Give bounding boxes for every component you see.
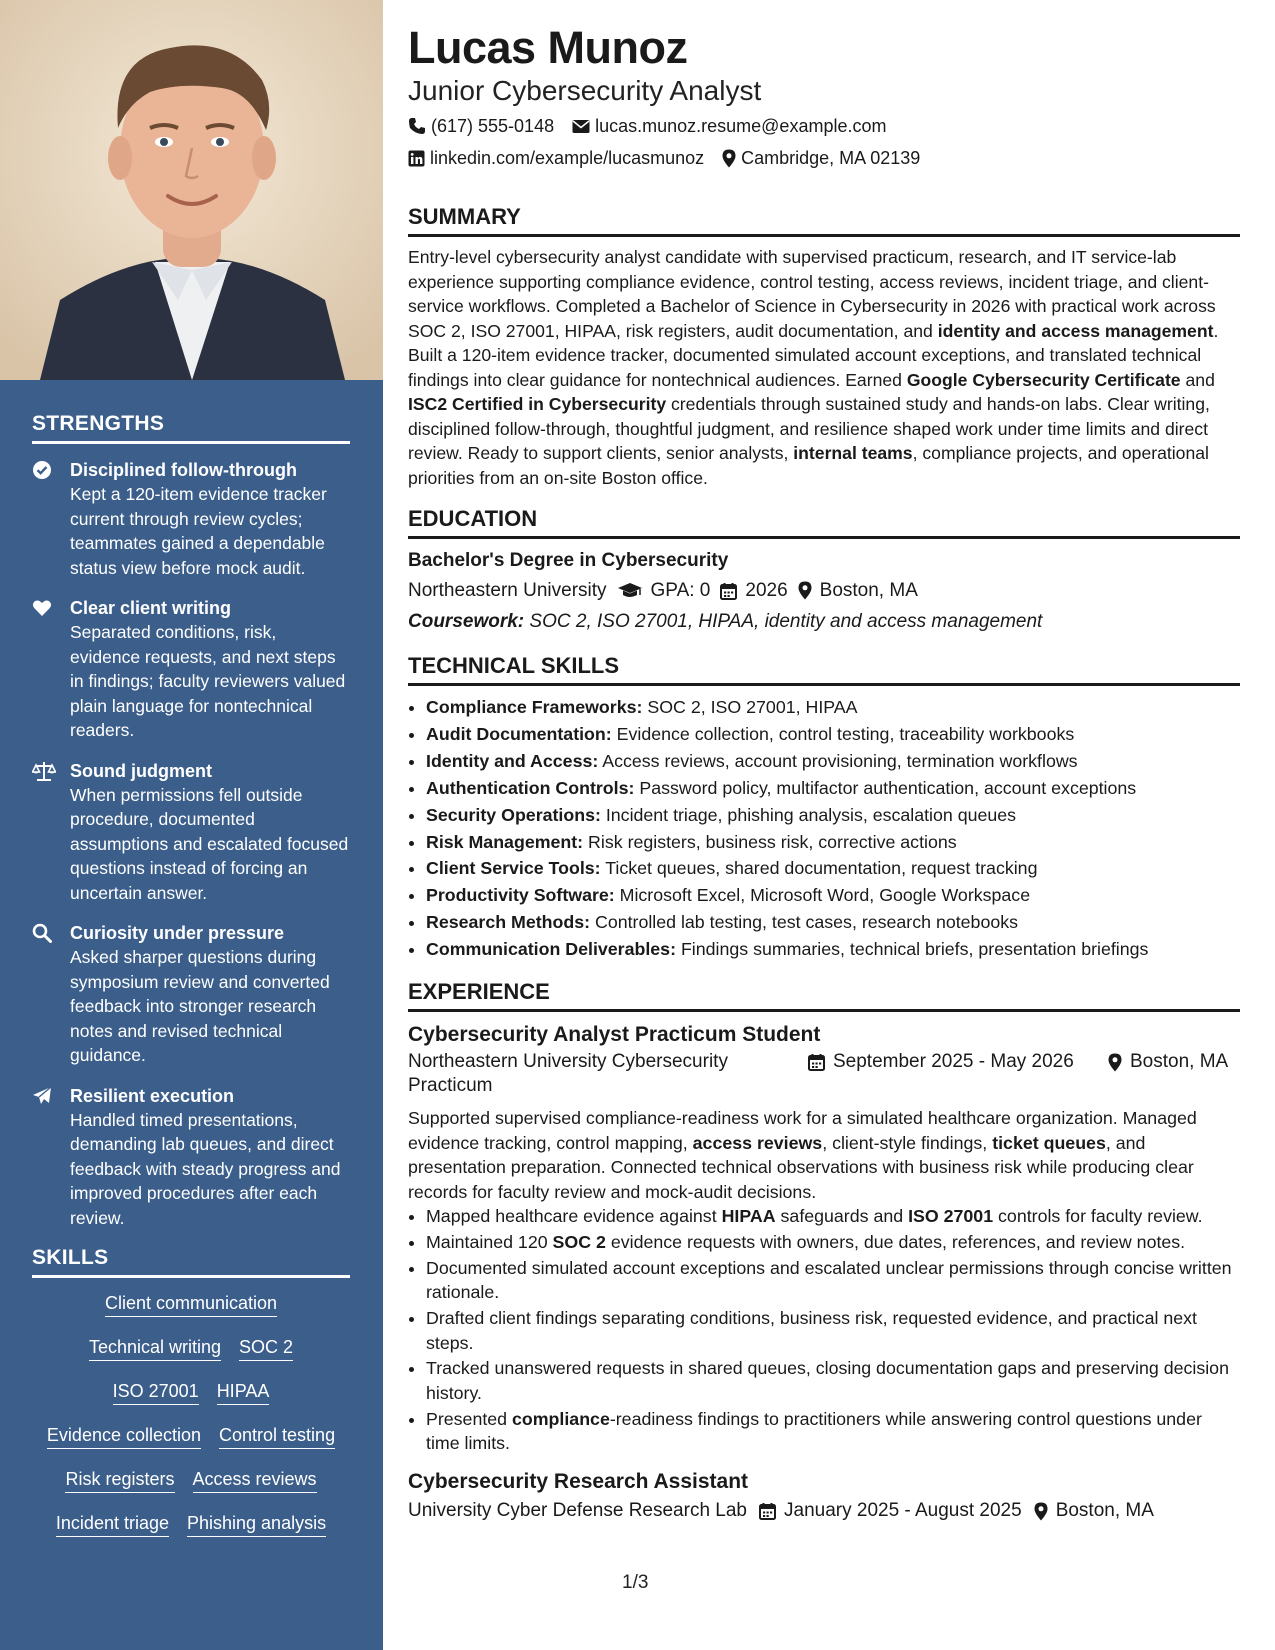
list-item: • Drafted client findings separating conditions, business risk, requested evidence, and practical next steps. — [426, 1306, 1240, 1355]
list-item: • Identity and Access: Access reviews, account provisioning, termination workflows — [426, 748, 1240, 775]
strengths-heading: STRENGTHS — [32, 412, 350, 444]
email[interactable]: lucas.munoz.resume@example.com — [572, 110, 886, 142]
list-item: • Communication Deliverables: Findings summaries, technical briefs, presentation briefings — [426, 936, 1240, 963]
skill-tag: Control testing — [219, 1424, 335, 1449]
job2-org: University Cyber Defense Research Lab — [408, 1500, 747, 1522]
list-item: • Presented compliance-readiness findings to practitioners while answering control questions under time limits. — [426, 1407, 1240, 1456]
job1-description: Supported supervised compliance-readiness work for a simulated healthcare organization. Managed evidence tracking, control mapping, access reviews, client-style findings, ticket queues, and presentation preparation. Connected technical observations with business risk while producing clear records for faculty review and mock-audit decisions. — [408, 1108, 1197, 1202]
skill-tag: HIPAA — [217, 1380, 270, 1405]
summary-heading: SUMMARY — [408, 202, 1240, 237]
strength-desc: Asked sharper questions during symposium review and converted feedback into stronger research notes and revised technical guidance. — [70, 947, 330, 1065]
skills-heading: SKILLS — [32, 1246, 350, 1278]
strength-item — [32, 1084, 350, 1231]
contact-row — [408, 142, 1240, 174]
job1-dates: September 2025 - May 2026 — [833, 1051, 1074, 1073]
skill-tag: Evidence collection — [47, 1424, 201, 1449]
summary-section — [408, 202, 1240, 490]
contact-row — [408, 110, 1240, 142]
job1-location: Boston, MA — [1130, 1051, 1229, 1073]
paper-plane-icon — [32, 1084, 70, 1231]
skill-row — [32, 1336, 350, 1361]
list-item: • Documented simulated account exceptions and escalated unclear permissions through concise written rationale. — [426, 1256, 1240, 1305]
strength-title: Curiosity under pressure — [70, 923, 285, 943]
job2-location: Boston, MA — [1055, 1500, 1154, 1522]
search-icon — [32, 921, 70, 1068]
graduation-cap-icon — [617, 582, 643, 600]
list-item: • Client Service Tools: Ticket queues, shared documentation, request tracking — [426, 855, 1240, 882]
education-section — [408, 504, 1240, 637]
calendar-icon — [759, 1502, 776, 1520]
skill-tag: Access reviews — [193, 1468, 317, 1493]
linkedin[interactable]: linkedin.com/example/lucasmunoz — [408, 142, 704, 174]
profile-photo — [0, 0, 383, 380]
location: Cambridge, MA 02139 — [722, 142, 920, 174]
skill-row — [32, 1292, 350, 1317]
balance-scale-icon — [32, 759, 70, 906]
strength-title: Resilient execution — [70, 1085, 235, 1106]
job1-bullets — [408, 1204, 1240, 1455]
strength-desc: Separated conditions, risk, evidence requests, and next steps in findings; faculty reviewers valued plain language for nontechnical readers. — [70, 622, 346, 740]
coursework: Coursework: SOC 2, ISO 27001, HIPAA, identity and access management — [408, 611, 1043, 632]
phone-icon — [408, 117, 426, 135]
skill-row — [32, 1512, 350, 1537]
strength-item — [32, 921, 350, 1068]
list-item: • Mapped healthcare evidence against HIPAA safeguards and ISO 27001 controls for faculty review. — [426, 1204, 1240, 1228]
skill-tag: Technical writing — [89, 1336, 221, 1361]
skill-tag: Risk registers — [65, 1468, 174, 1493]
sidebar — [0, 0, 383, 1650]
list-item: • Compliance Frameworks: SOC 2, ISO 27001, HIPAA — [426, 694, 1240, 721]
skill-tag: ISO 27001 — [113, 1380, 199, 1405]
list-item: • Research Methods: Controlled lab testing, test cases, research notebooks — [426, 909, 1240, 936]
job1-details — [408, 1050, 1240, 1098]
job2-title: Cybersecurity Research Assistant — [408, 1470, 749, 1494]
list-item: • Productivity Software: Microsoft Excel, Microsoft Word, Google Workspace — [426, 882, 1240, 909]
skill-tag: SOC 2 — [239, 1336, 293, 1361]
heart-icon — [32, 596, 70, 743]
summary-text: Entry-level cybersecurity analyst candidate with supervised practicum, research, and IT service-lab experience supporting compliance evidence, control testing, access reviews, incident triage, and client-service workflows. Completed a Bachelor of Science in Cybersecurity in 2026 with practical work across SOC 2, ISO 27001, HIPAA, risk registers, audit documentation, and identity and access management. Built a 120-item evidence tracker, documented simulated account exceptions, and translated technical findings into clear guidance for nontechnical audiences. Earned Google Cybersecurity Certificate and ISC2 Certified in Cybersecurity credentials through sustained study and hands-on labs. Clear writing, disciplined follow-through, thoughtful judgment, and resilience shaped work under time limits and direct review. Ready to support clients, senior analysts, internal teams, compliance projects, and operational priorities from an on-site Boston office. — [408, 247, 1219, 488]
skill-row — [32, 1468, 350, 1493]
list-item: • Audit Documentation: Evidence collection, control testing, traceability workbooks — [426, 721, 1240, 748]
calendar-icon — [808, 1053, 825, 1071]
degree: Bachelor's Degree in Cybersecurity — [408, 550, 729, 571]
strength-title: Disciplined follow-through — [70, 460, 297, 480]
list-item: • Risk Management: Risk registers, business risk, corrective actions — [426, 829, 1240, 856]
skill-row — [32, 1380, 350, 1405]
education-heading: EDUCATION — [408, 504, 1240, 539]
linkedin-icon — [408, 150, 425, 167]
skill-tag: Phishing analysis — [187, 1512, 326, 1537]
list-item: • Authentication Controls: Password policy, multifactor authentication, account exceptions — [426, 775, 1240, 802]
strength-item — [32, 596, 350, 743]
main-content — [408, 22, 1240, 1525]
list-item: • Security Operations: Incident triage, phishing analysis, escalation queues — [426, 802, 1240, 829]
skill-tag: Client communication — [105, 1292, 277, 1317]
map-pin-icon — [722, 149, 736, 168]
page-number: 1/3 — [622, 1572, 649, 1593]
job1-org: Northeastern University Cybersecurity Practicum — [408, 1051, 728, 1097]
envelope-icon — [572, 119, 590, 134]
map-pin-icon — [1108, 1053, 1122, 1072]
strength-item — [32, 458, 350, 580]
strength-item — [32, 759, 350, 906]
strength-desc: Kept a 120-item evidence tracker current through review cycles; teammates gained a dependable status view before mock audit. — [70, 484, 327, 578]
experience-section — [408, 977, 1240, 1525]
skill-row — [32, 1424, 350, 1449]
list-item: • Tracked unanswered requests in shared queues, closing documentation gaps and preserving decision history. — [426, 1356, 1240, 1405]
technical-skills-heading: TECHNICAL SKILLS — [408, 651, 1240, 686]
technical-skills-list — [408, 694, 1240, 963]
job1-title: Cybersecurity Analyst Practicum Student — [408, 1023, 821, 1047]
school: Northeastern University — [408, 580, 607, 601]
school-location: Boston, MA — [819, 580, 918, 601]
calendar-icon — [720, 582, 737, 600]
education-details — [408, 575, 1240, 606]
candidate-name: Lucas Munoz — [408, 22, 688, 73]
experience-heading: EXPERIENCE — [408, 977, 1240, 1012]
map-pin-icon — [798, 581, 812, 600]
graduation-year: 2026 — [745, 580, 788, 601]
strength-desc: When permissions fell outside procedure, documented assumptions and escalated focused questions instead of forcing an uncertain answer. — [70, 784, 349, 903]
gpa: GPA: 0 — [650, 580, 711, 601]
map-pin-icon — [1034, 1502, 1048, 1521]
strength-title: Sound judgment — [70, 760, 212, 781]
check-circle-icon — [32, 458, 70, 580]
job2-details — [408, 1497, 1240, 1525]
phone[interactable]: (617) 555-0148 — [408, 110, 554, 142]
strength-desc: Handled timed presentations, demanding lab queues, and direct feedback with steady progress and improved procedures after each review. — [70, 1109, 341, 1228]
job-title: Junior Cybersecurity Analyst — [408, 75, 762, 106]
skill-tag: Incident triage — [56, 1512, 169, 1537]
list-item: • Maintained 120 SOC 2 evidence requests with owners, due dates, references, and review notes. — [426, 1230, 1240, 1254]
technical-skills-section — [408, 651, 1240, 963]
job2-dates: January 2025 - August 2025 — [784, 1500, 1022, 1522]
strength-title: Clear client writing — [70, 598, 232, 618]
